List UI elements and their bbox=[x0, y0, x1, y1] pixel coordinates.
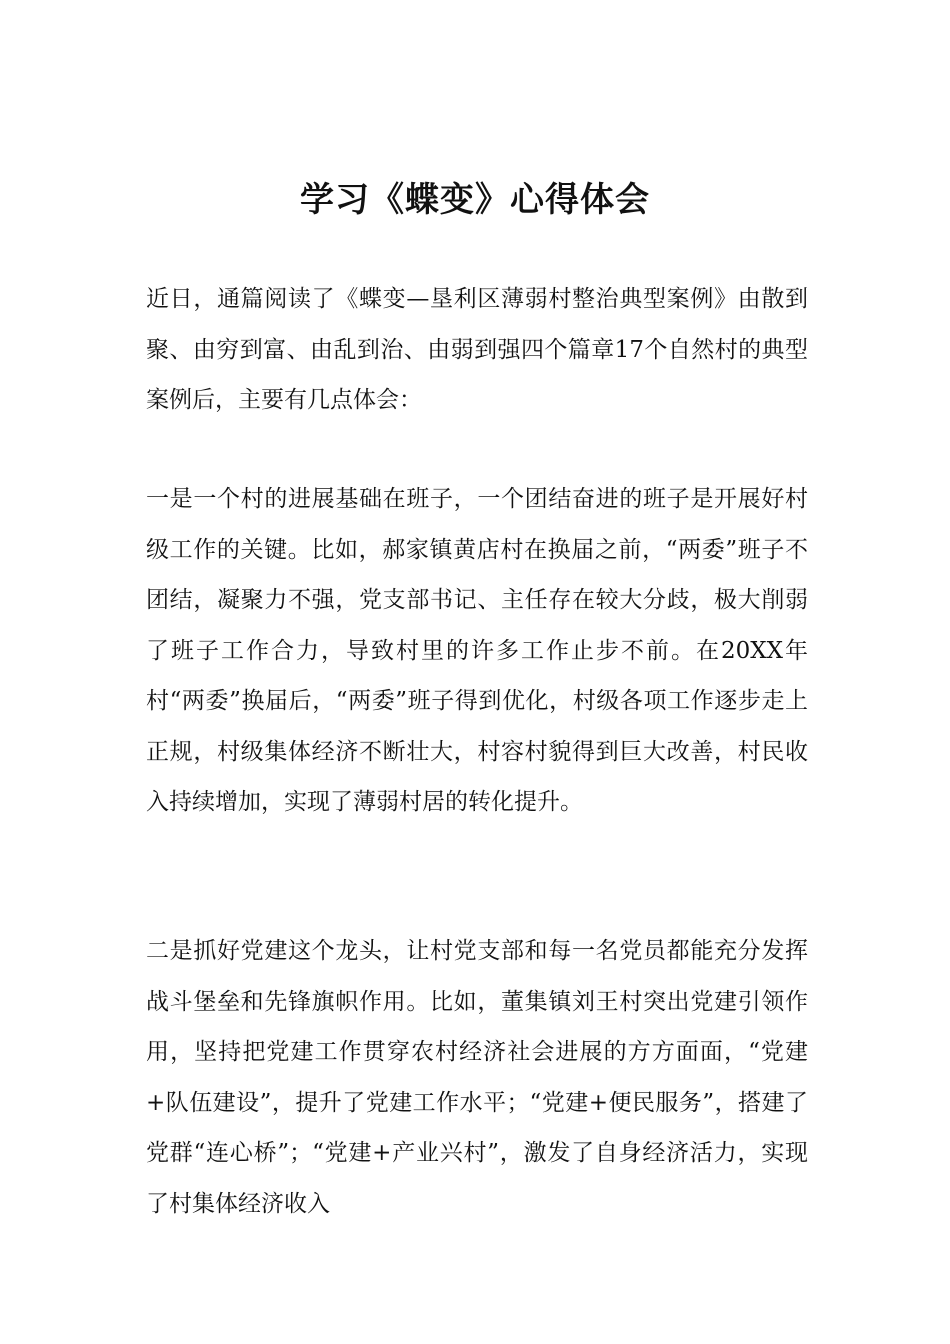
paragraph-point-one: 一是一个村的进展基础在班子，一个团结奋进的班子是开展好村级工作的关键。比如，郝家镇黄店村在换届之前，“两委”班子不团结，凝聚力不强，党支部书记、主任存在较大分歧，极大削弱了班子工作合力，导致村里的许多工作止步不前。在20XX年村“两委”换届后，“两委”班子得到优化，村级各项工作逐步走上正规，村级集体经济不断壮大，村容村貌得到巨大改善，村民收入持续增加，实现了薄弱村居的转化提升。 bbox=[146, 486, 808, 815]
paragraph-intro: 近日，通篇阅读了《蝶变—垦利区薄弱村整治典型案例》由散到聚、由穷到富、由乱到治、由弱到强四个篇章17个自然村的典型案例后，主要有几点体会： bbox=[146, 286, 808, 413]
paragraph-point-two: 二是抓好党建这个龙头，让村党支部和每一名党员都能充分发挥战斗堡垒和先锋旗帜作用。比如，董集镇刘王村突出党建引领作用，坚持把党建工作贯穿农村经济社会进展的方方面面，“党建+队伍建设”，提升了党建工作水平；“党建+便民服务”，搭建了党群“连心桥”；“党建+产业兴村”，激发了自身经济活力，实现了村集体经济收入 bbox=[146, 938, 808, 1217]
document-title: 学习《蝶变》心得体会 bbox=[300, 180, 650, 220]
